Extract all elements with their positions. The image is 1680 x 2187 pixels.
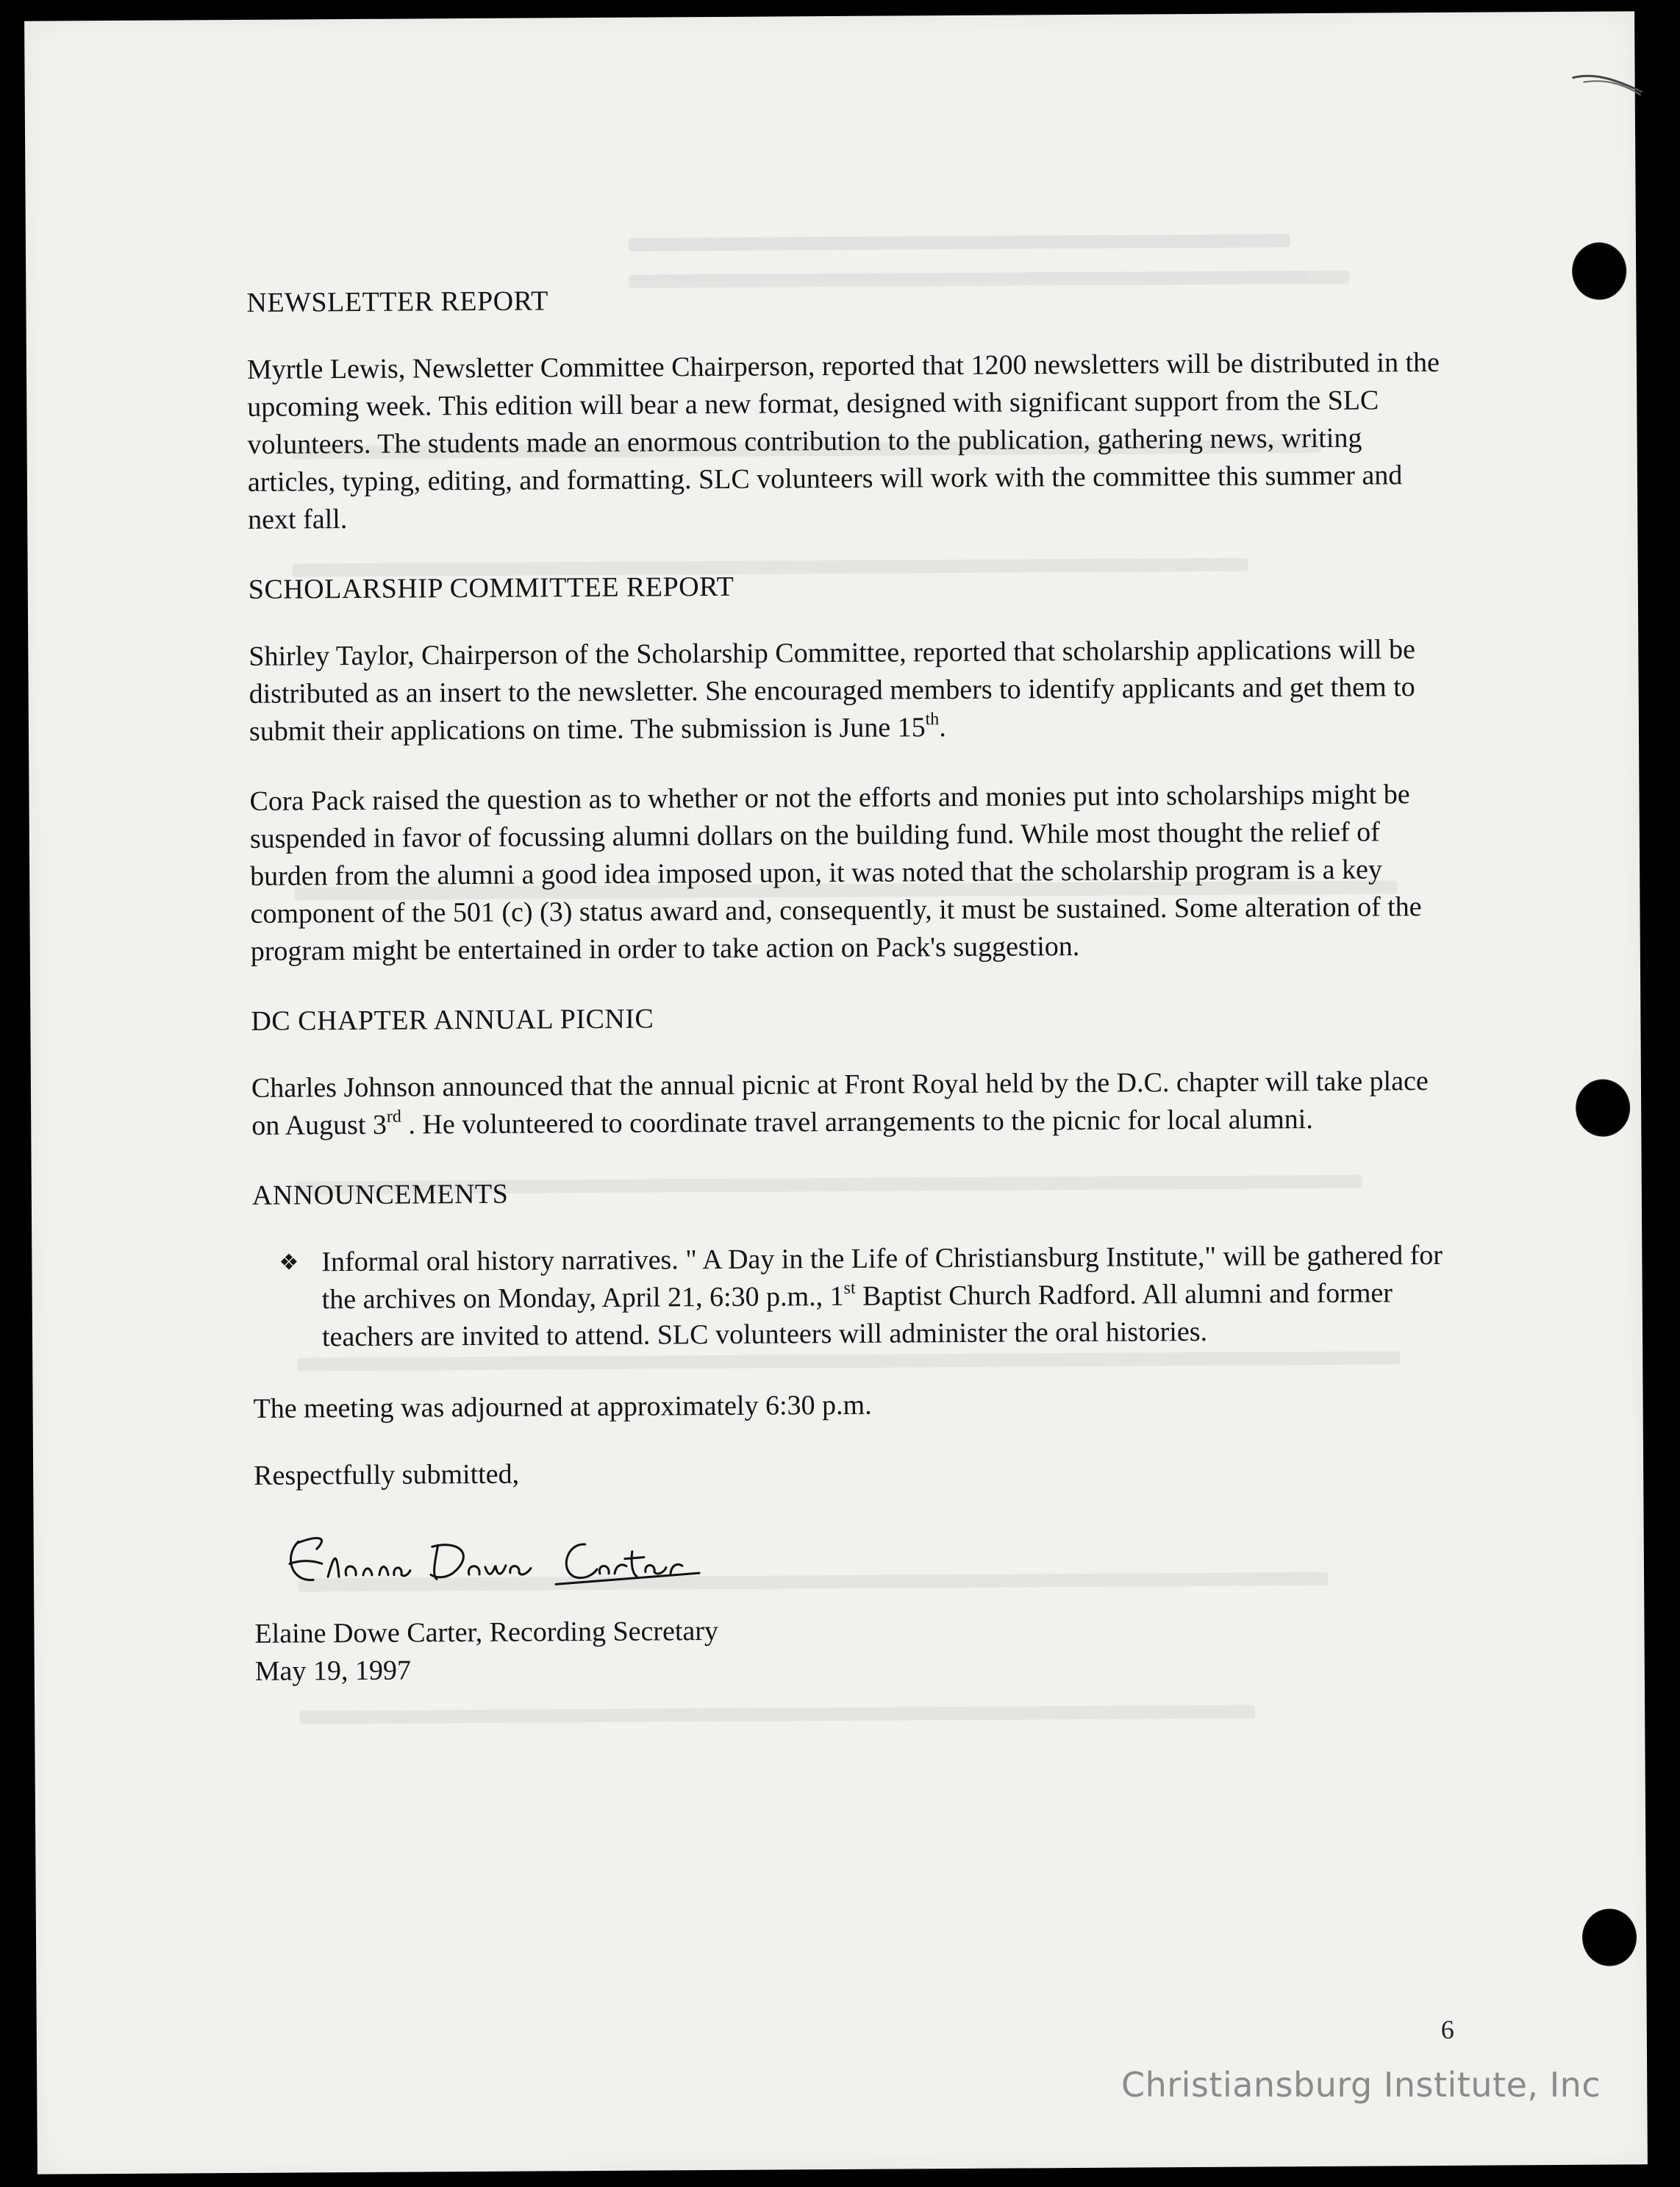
closing-text: Respectfully submitted, (254, 1458, 520, 1491)
diamond-bullet-icon: ❖ (279, 1250, 299, 1275)
page-number: 6 (1440, 2014, 1454, 2044)
picnic-paragraph: Charles Johnson announced that the annual picnic at Front Royal held by the D.C. chapter will take place on August 3rd . He volunteered to coordinate travel arrangements to the picnic for local alumni. (251, 1066, 1429, 1141)
newsletter-heading: NEWSLETTER REPORT (246, 285, 549, 318)
report-date: May 19, 1997 (254, 1655, 412, 1687)
source-watermark: Christiansburg Institute, Inc (1121, 2065, 1601, 2105)
scholarship-paragraph: Shirley Taylor, Chairperson of the Scholarship Committee, reported that scholarship applications will be distributed as an insert to the newsletter. She encouraged members to identify applicants and get them to submit their applications on time. The submission is June 15th. (249, 634, 1416, 747)
handwritten-signature (276, 1510, 710, 1601)
scholarship-heading: SCHOLARSHIP COMMITTEE REPORT (248, 571, 734, 605)
signer-name-title: Elaine Dowe Carter, Recording Secretary (254, 1615, 719, 1649)
newsletter-paragraph: Myrtle Lewis, Newsletter Committee Chairperson, reported that 1200 newsletters will be distributed in the upcoming week. This edition will bear a new format, designed with significant support from the SLC volunteers. The students made an enormous contribution to the publication, gathering news, writing articles, typing, editing, and formatting. SLC volunteers will work with the committee this summer and next fall. (246, 346, 1440, 535)
punch-hole-bottom (1584, 1910, 1635, 1964)
pen-mark (1568, 63, 1649, 107)
announcement-text: Informal oral history narratives. " A Day in the Life of Christiansburg Institute," will be gathered for the archives on Monday, April 21, 6:30 p.m., 1st Baptist Church Radford. All alumni and former teachers are invited to attend. SLC volunteers will administer the oral histories. (321, 1239, 1443, 1353)
punch-hole-middle (1577, 1080, 1629, 1135)
picnic-heading: DC CHAPTER ANNUAL PICNIC (251, 1003, 654, 1037)
adjournment-text: The meeting was adjourned at approximately 6:30 p.m. (253, 1389, 872, 1424)
document-body (246, 277, 1461, 1691)
document-page (24, 11, 1648, 2174)
punch-hole-top (1573, 243, 1625, 298)
pack-paragraph: Cora Pack raised the question as to whether or not the efforts and monies put into scholarships might be suspended in favor of focussing alumni dollars on the building fund. While most thought the relief of burden from the alumni a good idea imposed upon, it was noted that the scholarship program is a key component of the 501 (c) (3) status award and, consequently, it must be sustained. Some alteration of the program might be entertained in order to take action on Pack's suggestion. (249, 779, 1422, 967)
announcements-heading: ANNOUNCEMENTS (251, 1178, 509, 1211)
announcement-item (279, 1237, 1459, 1357)
